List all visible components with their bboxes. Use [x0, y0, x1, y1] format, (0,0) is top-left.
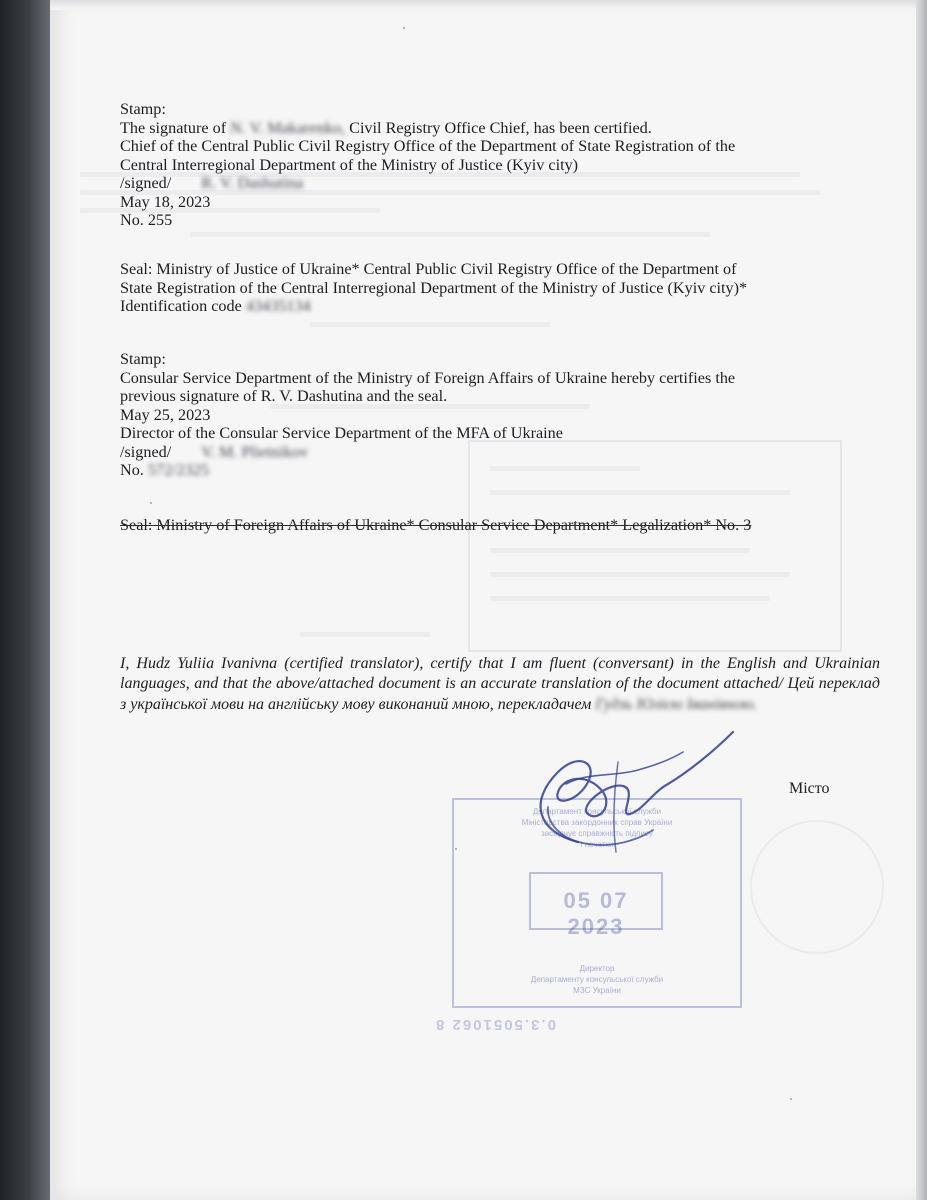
redacted-id-code: 43435134: [245, 297, 311, 315]
certification-date: May 25, 2023: [120, 405, 211, 424]
stamp-line: Департаменту консульської служби: [530, 975, 664, 984]
stamp-serial-number: 0.3.5051062 8: [434, 1016, 556, 1033]
redacted-name: N. V. Makarenko,: [230, 118, 346, 137]
justice-seal-description: [120, 260, 880, 316]
identification-code-line: [120, 297, 880, 316]
bleed-through-line: [490, 548, 750, 553]
stamp-label: Stamp:: [120, 100, 166, 118]
redacted-signer: V. M. Plietnikov: [201, 442, 309, 461]
seal-line: State Registration of the Central Interregional Department of the Ministry of Justice (Kyiv city)*: [120, 278, 748, 297]
chief-title-line: Chief of the Central Public Civil Registry Office of the Department of State Registration of the: [120, 137, 736, 155]
signed-line: [120, 174, 880, 193]
bleed-through-line: [310, 322, 550, 327]
translator-certification: [120, 654, 880, 715]
document-page: [50, 0, 916, 1200]
consular-certifies-line: previous signature of R. V. Dashutina and the seal.: [120, 387, 448, 405]
scan-speck: [403, 27, 405, 29]
stamp-line: і печатки: [580, 840, 614, 849]
scan-speck: [790, 1098, 792, 1100]
scan-speck: [150, 502, 152, 504]
signed-marker: /signed/: [120, 442, 172, 461]
scan-speck: [455, 848, 457, 850]
certification-number: No. 255: [120, 211, 173, 229]
redacted-translator-name: Гудзь Юлією Іванівною.: [595, 695, 758, 713]
stamp-line: МЗС України: [573, 986, 621, 995]
translator-statement: I, Hudz Yuliia Ivanivna (certified translator), certify that I am fluent (conversant) in the English and Ukrainian languages, and that the above/attached document is an accurate translation of the document attached/ Цей переклад з української мови на англійську мову виконаний мною, перекладачем: [120, 655, 880, 713]
redacted-number: 572/2325: [147, 461, 210, 479]
text-segment: The signature of: [120, 118, 231, 137]
signed-line: [120, 443, 880, 462]
scan-left-edge: [0, 0, 52, 1200]
stamp-line: засвідчує справжність підпису: [541, 829, 653, 838]
certification-number: [120, 461, 880, 480]
text-segment: Civil Registry Office Chief, has been certified.: [345, 118, 652, 137]
city-label: Місто: [789, 780, 830, 797]
seal-line: Seal: Ministry of Foreign Affairs of Ukraine* Consular Service Department* Legalization* No. 3: [120, 516, 752, 534]
consular-certifies-line: Consular Service Department of the Ministry of Foreign Affairs of Ukraine hereby certifies the: [120, 368, 736, 387]
signed-marker: /signed/: [120, 174, 172, 192]
stamp-line: Директор: [579, 964, 615, 973]
translator-signature: [518, 722, 740, 862]
mfa-seal-description: [120, 516, 880, 535]
bleed-through-line: [490, 572, 790, 577]
stamp-line: Департамент консульської служби: [532, 807, 662, 816]
bleed-through-line: [490, 596, 770, 601]
bleed-through-line: [490, 490, 790, 495]
stamp-line: Міністерства закордонних справ України: [521, 818, 673, 827]
stamp-date: 05 07 2023: [563, 888, 629, 939]
bleed-through-line: [190, 232, 710, 237]
stamp-footer: [474, 963, 720, 996]
redacted-signer: R. V. Dashutina: [201, 174, 304, 192]
civil-registry-certification: [120, 100, 880, 230]
bleed-through-line: [300, 632, 430, 637]
seal-line: Seal: Ministry of Justice of Ukraine* Central Public Civil Registry Office of the Department of: [120, 260, 737, 278]
bleed-through-seal: [750, 820, 884, 954]
consular-certification: [120, 350, 880, 480]
director-title-line: Director of the Consular Service Department of the MFA of Ukraine: [120, 424, 563, 442]
signature-certified-line: [120, 119, 880, 138]
text-segment: No.: [120, 461, 148, 479]
certification-date: May 18, 2023: [120, 192, 211, 211]
chief-title-line: Central Interregional Department of the Ministry of Justice (Kyiv city): [120, 155, 579, 174]
text-segment: Identification code: [120, 297, 246, 315]
stamp-label: Stamp:: [120, 350, 166, 368]
page-top-shadow: [50, 0, 916, 10]
stamp-date-box: [529, 872, 663, 939]
